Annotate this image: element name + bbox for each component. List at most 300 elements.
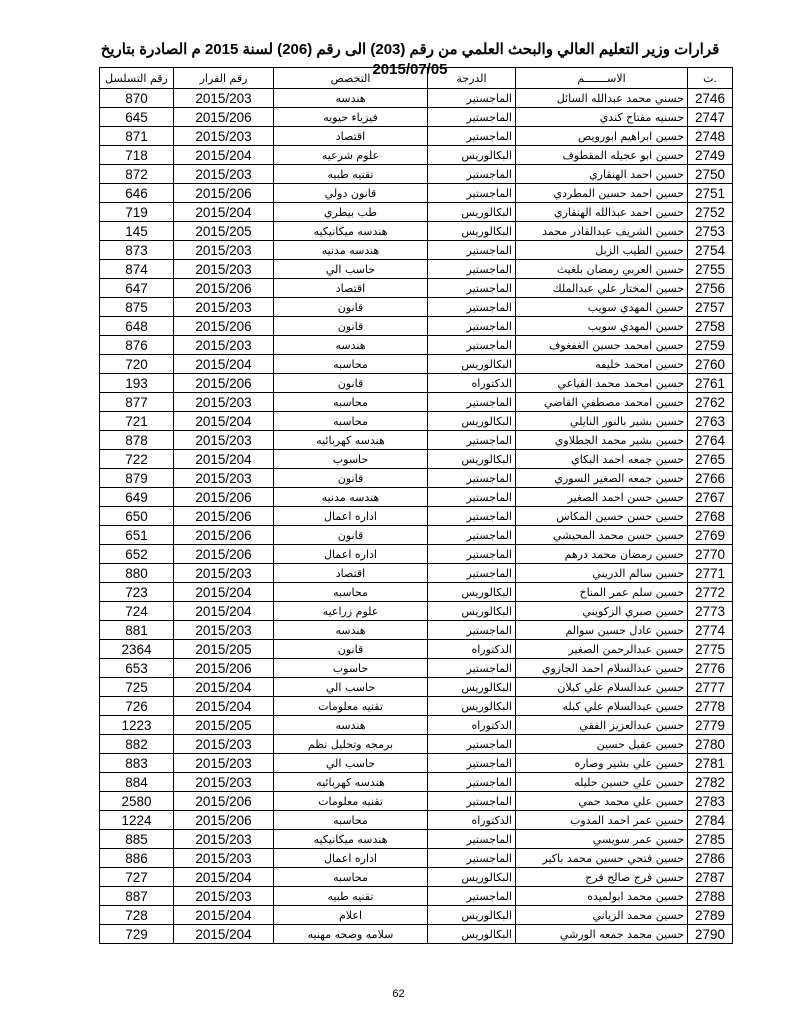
table-row (100, 773, 733, 792)
degree-cell: الماجستير (428, 127, 516, 146)
row-number-cell: 2755 (688, 260, 733, 279)
table-row (100, 735, 733, 754)
row-number-cell: 2764 (688, 431, 733, 450)
degree-cell: الماجستير (428, 507, 516, 526)
specialty-cell: قانون (274, 469, 428, 488)
degree-cell: البكالوريس (428, 697, 516, 716)
serial-cell: 887 (100, 887, 174, 906)
serial-cell: 886 (100, 849, 174, 868)
specialty-cell: علوم زراعيه (274, 602, 428, 621)
specialty-cell: حاسوب (274, 659, 428, 678)
serial-cell: 645 (100, 108, 174, 127)
specialty-cell: علوم شرعيه (274, 146, 428, 165)
specialty-cell: طب بيطري (274, 203, 428, 222)
degree-cell: البكالوريس (428, 355, 516, 374)
serial-cell: 877 (100, 393, 174, 412)
name-cell: حسين محمد ابولميده (516, 887, 688, 906)
name-cell: حسين الطيب الزبل (516, 241, 688, 260)
row-number-cell: 2782 (688, 773, 733, 792)
row-number-cell: 2784 (688, 811, 733, 830)
serial-cell: 723 (100, 583, 174, 602)
table-row (100, 469, 733, 488)
serial-cell: 718 (100, 146, 174, 165)
name-cell: حسين فتحي حسين محمد باكير (516, 849, 688, 868)
decision-cell: 2015/203 (174, 89, 274, 108)
degree-cell: الماجستير (428, 621, 516, 640)
decision-cell: 2015/206 (174, 507, 274, 526)
decision-cell: 2015/203 (174, 260, 274, 279)
row-number-cell: 2767 (688, 488, 733, 507)
table-row (100, 165, 733, 184)
degree-cell: البكالوريس (428, 602, 516, 621)
table-row (100, 279, 733, 298)
decision-cell: 2015/204 (174, 868, 274, 887)
degree-cell: الماجستير (428, 792, 516, 811)
table-row (100, 868, 733, 887)
name-cell: حسين امحمد محمد القياعي (516, 374, 688, 393)
degree-cell: الماجستير (428, 184, 516, 203)
decision-cell: 2015/206 (174, 279, 274, 298)
table-row (100, 127, 733, 146)
header-no: ت. (688, 68, 733, 89)
decision-cell: 2015/206 (174, 184, 274, 203)
specialty-cell: قانون (274, 526, 428, 545)
specialty-cell: هندسه كهربائيه (274, 431, 428, 450)
specialty-cell: محاسبه (274, 811, 428, 830)
serial-cell: 1223 (100, 716, 174, 735)
specialty-cell: تقنيه طبيه (274, 887, 428, 906)
degree-cell: الماجستير (428, 545, 516, 564)
table-row (100, 887, 733, 906)
serial-cell: 729 (100, 925, 174, 944)
row-number-cell: 2746 (688, 89, 733, 108)
specialty-cell: سلامه وصحه مهنيه (274, 925, 428, 944)
name-cell: حسني محمد عبدالله السائل (516, 89, 688, 108)
name-cell: حسين علي بشير وصاره (516, 754, 688, 773)
table-row (100, 393, 733, 412)
table-row (100, 222, 733, 241)
name-cell: حسين العربي رمضان بلغيث (516, 260, 688, 279)
degree-cell: البكالوريس (428, 146, 516, 165)
specialty-cell: هندسه ميكانيكيه (274, 830, 428, 849)
serial-cell: 647 (100, 279, 174, 298)
row-number-cell: 2748 (688, 127, 733, 146)
degree-cell: الماجستير (428, 317, 516, 336)
table-row (100, 317, 733, 336)
row-number-cell: 2759 (688, 336, 733, 355)
row-number-cell: 2783 (688, 792, 733, 811)
row-number-cell: 2760 (688, 355, 733, 374)
serial-cell: 650 (100, 507, 174, 526)
specialty-cell: حاسب الي (274, 260, 428, 279)
degree-cell: الماجستير (428, 431, 516, 450)
name-cell: حسين عبدالعزيز الفقي (516, 716, 688, 735)
degree-cell: الماجستير (428, 279, 516, 298)
table-row (100, 89, 733, 108)
name-cell: حسين احمد حسين المطردي (516, 184, 688, 203)
row-number-cell: 2774 (688, 621, 733, 640)
decision-cell: 2015/206 (174, 545, 274, 564)
serial-cell: 874 (100, 260, 174, 279)
name-cell: حسين عقيل حسين (516, 735, 688, 754)
degree-cell: البكالوريس (428, 868, 516, 887)
specialty-cell: محاسبه (274, 393, 428, 412)
name-cell: حسين صبري الزكويني (516, 602, 688, 621)
decision-cell: 2015/204 (174, 906, 274, 925)
table-row (100, 754, 733, 773)
header-decision: رقم القرار (174, 68, 274, 89)
name-cell: حسين امحمد خليفه (516, 355, 688, 374)
row-number-cell: 2758 (688, 317, 733, 336)
name-cell: حسين احمد عبدالله الهنقاري (516, 203, 688, 222)
decision-cell: 2015/203 (174, 830, 274, 849)
row-number-cell: 2761 (688, 374, 733, 393)
row-number-cell: 2781 (688, 754, 733, 773)
decision-cell: 2015/204 (174, 697, 274, 716)
table-row (100, 203, 733, 222)
serial-cell: 2364 (100, 640, 174, 659)
specialty-cell: قانون (274, 640, 428, 659)
decision-cell: 2015/203 (174, 621, 274, 640)
name-cell: حسين حسن محمد المحيشي (516, 526, 688, 545)
specialty-cell: برمجه وتحليل نظم (274, 735, 428, 754)
decision-cell: 2015/206 (174, 659, 274, 678)
decision-cell: 2015/203 (174, 735, 274, 754)
row-number-cell: 2747 (688, 108, 733, 127)
decision-cell: 2015/206 (174, 488, 274, 507)
row-number-cell: 2753 (688, 222, 733, 241)
degree-cell: الماجستير (428, 659, 516, 678)
name-cell: حسين عبدالسلام علي كبله (516, 697, 688, 716)
degree-cell: البكالوريس (428, 678, 516, 697)
serial-cell: 876 (100, 336, 174, 355)
name-cell: حسين المهدي سويب (516, 298, 688, 317)
specialty-cell: هندسه مدنيه (274, 488, 428, 507)
specialty-cell: قانون (274, 317, 428, 336)
name-cell: حسين بشير محمد الجطلاوي (516, 431, 688, 450)
table-row (100, 545, 733, 564)
serial-cell: 648 (100, 317, 174, 336)
name-cell: حسين ابو عجيله المقطوف (516, 146, 688, 165)
specialty-cell: محاسبه (274, 583, 428, 602)
serial-cell: 651 (100, 526, 174, 545)
degree-cell: الماجستير (428, 165, 516, 184)
table-row (100, 526, 733, 545)
table-row (100, 108, 733, 127)
name-cell: حسين علي محمد حمي (516, 792, 688, 811)
header-specialty: التخصص (274, 68, 428, 89)
serial-cell: 719 (100, 203, 174, 222)
table-row (100, 241, 733, 260)
decision-cell: 2015/204 (174, 678, 274, 697)
table-row (100, 849, 733, 868)
decision-cell: 2015/203 (174, 393, 274, 412)
table-row (100, 298, 733, 317)
degree-cell: البكالوريس (428, 222, 516, 241)
row-number-cell: 2766 (688, 469, 733, 488)
decision-cell: 2015/204 (174, 925, 274, 944)
specialty-cell: هندسه كهربائيه (274, 773, 428, 792)
row-number-cell: 2765 (688, 450, 733, 469)
name-cell: حسين الشريف عبدالقادر محمد (516, 222, 688, 241)
decision-cell: 2015/203 (174, 165, 274, 184)
degree-cell: الماجستير (428, 260, 516, 279)
decision-cell: 2015/203 (174, 431, 274, 450)
table-row (100, 412, 733, 431)
serial-cell: 870 (100, 89, 174, 108)
name-cell: حسين محمد جمعه الورشي (516, 925, 688, 944)
specialty-cell: هندسه (274, 336, 428, 355)
degree-cell: البكالوريس (428, 583, 516, 602)
decision-cell: 2015/203 (174, 469, 274, 488)
table-row (100, 507, 733, 526)
serial-cell: 725 (100, 678, 174, 697)
degree-cell: الماجستير (428, 830, 516, 849)
name-cell: حسين فرج صالح فرج (516, 868, 688, 887)
row-number-cell: 2768 (688, 507, 733, 526)
degree-cell: الماجستير (428, 526, 516, 545)
name-cell: حسين عمر احمد المدوب (516, 811, 688, 830)
specialty-cell: هندسه ميكانيكيه (274, 222, 428, 241)
decision-cell: 2015/206 (174, 811, 274, 830)
row-number-cell: 2775 (688, 640, 733, 659)
decision-cell: 2015/205 (174, 222, 274, 241)
serial-cell: 884 (100, 773, 174, 792)
degree-cell: الماجستير (428, 469, 516, 488)
degree-cell: الماجستير (428, 754, 516, 773)
decision-cell: 2015/206 (174, 317, 274, 336)
specialty-cell: حاسوب (274, 450, 428, 469)
specialty-cell: محاسبه (274, 355, 428, 374)
row-number-cell: 2771 (688, 564, 733, 583)
name-cell: حسين عبدالسلام احمد الجازوي (516, 659, 688, 678)
serial-cell: 880 (100, 564, 174, 583)
row-number-cell: 2752 (688, 203, 733, 222)
table-row (100, 925, 733, 944)
name-cell: حسنيه مفتاح كندي (516, 108, 688, 127)
row-number-cell: 2757 (688, 298, 733, 317)
specialty-cell: قانون (274, 374, 428, 393)
degree-cell: الماجستير (428, 849, 516, 868)
name-cell: حسين محمد الزياني (516, 906, 688, 925)
table-row (100, 659, 733, 678)
table-row (100, 906, 733, 925)
decision-cell: 2015/204 (174, 412, 274, 431)
table-row (100, 830, 733, 849)
specialty-cell: قانون دولي (274, 184, 428, 203)
table-row (100, 184, 733, 203)
specialty-cell: اقتصاد (274, 127, 428, 146)
decision-cell: 2015/206 (174, 374, 274, 393)
decision-cell: 2015/203 (174, 336, 274, 355)
degree-cell: الماجستير (428, 735, 516, 754)
row-number-cell: 2762 (688, 393, 733, 412)
page-title: قرارات وزير التعليم العالي والبحث العلمي من رقم (203) الى رقم (206) لسنة 2015 م الصادرة بتاريخ 2015/07/05 (100, 41, 720, 78)
serial-cell: 722 (100, 450, 174, 469)
specialty-cell: هندسه (274, 89, 428, 108)
specialty-cell: حاسب الي (274, 754, 428, 773)
decision-cell: 2015/203 (174, 773, 274, 792)
serial-cell: 145 (100, 222, 174, 241)
serial-cell: 646 (100, 184, 174, 203)
serial-cell: 873 (100, 241, 174, 260)
degree-cell: الماجستير (428, 887, 516, 906)
row-number-cell: 2769 (688, 526, 733, 545)
serial-cell: 726 (100, 697, 174, 716)
table-row (100, 260, 733, 279)
name-cell: حسين عبدالسلام علي كبلان (516, 678, 688, 697)
degree-cell: الماجستير (428, 393, 516, 412)
decision-cell: 2015/205 (174, 640, 274, 659)
name-cell: حسين حسن حسين المكاس (516, 507, 688, 526)
specialty-cell: قانون (274, 298, 428, 317)
name-cell: حسين امحمد مصطفي القاضي (516, 393, 688, 412)
decision-cell: 2015/203 (174, 127, 274, 146)
specialty-cell: هندسه (274, 621, 428, 640)
name-cell: حسين جمعه الصغير السوري (516, 469, 688, 488)
degree-cell: الدكتوراه (428, 811, 516, 830)
specialty-cell: اداره اعمال (274, 849, 428, 868)
degree-cell: الماجستير (428, 773, 516, 792)
name-cell: حسين عبدالرحمن الصغير (516, 640, 688, 659)
specialty-cell: اداره اعمال (274, 545, 428, 564)
name-cell: حسين ابراهيم ابورويص (516, 127, 688, 146)
specialty-cell: اداره اعمال (274, 507, 428, 526)
serial-cell: 878 (100, 431, 174, 450)
decision-cell: 2015/203 (174, 564, 274, 583)
name-cell: حسين رمضان محمد درهم (516, 545, 688, 564)
row-number-cell: 2763 (688, 412, 733, 431)
name-cell: حسين احمد الهنقاري (516, 165, 688, 184)
decision-cell: 2015/204 (174, 583, 274, 602)
header-serial: رقم التسلسل (100, 68, 174, 89)
degree-cell: الماجستير (428, 298, 516, 317)
name-cell: حسين سلم عمر المناخ (516, 583, 688, 602)
specialty-cell: اعلام (274, 906, 428, 925)
table-row (100, 602, 733, 621)
decision-cell: 2015/203 (174, 887, 274, 906)
specialty-cell: فيزياء حيويه (274, 108, 428, 127)
specialty-cell: هندسه مدنيه (274, 241, 428, 260)
degree-cell: البكالوريس (428, 412, 516, 431)
row-number-cell: 2778 (688, 697, 733, 716)
row-number-cell: 2751 (688, 184, 733, 203)
table-row (100, 431, 733, 450)
degree-cell: البكالوريس (428, 203, 516, 222)
row-number-cell: 2754 (688, 241, 733, 260)
row-number-cell: 2779 (688, 716, 733, 735)
page-number: 62 (392, 988, 405, 1000)
serial-cell: 885 (100, 830, 174, 849)
specialty-cell: هندسه (274, 716, 428, 735)
degree-cell: الماجستير (428, 108, 516, 127)
serial-cell: 727 (100, 868, 174, 887)
decision-cell: 2015/206 (174, 792, 274, 811)
serial-cell: 871 (100, 127, 174, 146)
serial-cell: 881 (100, 621, 174, 640)
decision-cell: 2015/204 (174, 355, 274, 374)
degree-cell: الدكتوراه (428, 374, 516, 393)
decisions-table (99, 67, 733, 944)
row-number-cell: 2776 (688, 659, 733, 678)
decision-cell: 2015/203 (174, 754, 274, 773)
row-number-cell: 2785 (688, 830, 733, 849)
table-row (100, 488, 733, 507)
row-number-cell: 2773 (688, 602, 733, 621)
degree-cell: الماجستير (428, 89, 516, 108)
table-row (100, 355, 733, 374)
row-number-cell: 2790 (688, 925, 733, 944)
decision-cell: 2015/205 (174, 716, 274, 735)
serial-cell: 728 (100, 906, 174, 925)
decision-cell: 2015/204 (174, 602, 274, 621)
decision-cell: 2015/203 (174, 241, 274, 260)
specialty-cell: اقتصاد (274, 279, 428, 298)
serial-cell: 653 (100, 659, 174, 678)
serial-cell: 875 (100, 298, 174, 317)
serial-cell: 193 (100, 374, 174, 393)
row-number-cell: 2786 (688, 849, 733, 868)
row-number-cell: 2770 (688, 545, 733, 564)
table-row (100, 146, 733, 165)
row-number-cell: 2749 (688, 146, 733, 165)
serial-cell: 721 (100, 412, 174, 431)
table-row (100, 450, 733, 469)
table-row (100, 583, 733, 602)
name-cell: حسين علي حسين حليله (516, 773, 688, 792)
specialty-cell: اقتصاد (274, 564, 428, 583)
specialty-cell: تقنيه معلومات (274, 697, 428, 716)
specialty-cell: محاسبه (274, 412, 428, 431)
name-cell: حسين المختار علي عبدالملك (516, 279, 688, 298)
name-cell: حسين المهدي سويب (516, 317, 688, 336)
row-number-cell: 2788 (688, 887, 733, 906)
header-degree: الدرجة (428, 68, 516, 89)
serial-cell: 652 (100, 545, 174, 564)
decision-cell: 2015/204 (174, 450, 274, 469)
serial-cell: 724 (100, 602, 174, 621)
degree-cell: الماجستير (428, 488, 516, 507)
table-row (100, 792, 733, 811)
table-row (100, 336, 733, 355)
table-row (100, 697, 733, 716)
degree-cell: البكالوريس (428, 450, 516, 469)
name-cell: حسين بشير بالنور النايلي (516, 412, 688, 431)
degree-cell: الماجستير (428, 241, 516, 260)
name-cell: حسين جمعه احمد البكاي (516, 450, 688, 469)
row-number-cell: 2789 (688, 906, 733, 925)
serial-cell: 883 (100, 754, 174, 773)
decision-cell: 2015/206 (174, 108, 274, 127)
name-cell: حسين سالم الدريني (516, 564, 688, 583)
decision-cell: 2015/204 (174, 146, 274, 165)
row-number-cell: 2772 (688, 583, 733, 602)
serial-cell: 649 (100, 488, 174, 507)
degree-cell: البكالوريس (428, 906, 516, 925)
row-number-cell: 2777 (688, 678, 733, 697)
serial-cell: 872 (100, 165, 174, 184)
table-row (100, 811, 733, 830)
name-cell: حسين امحمد حسين الغفغوف (516, 336, 688, 355)
specialty-cell: تقنيه طبيه (274, 165, 428, 184)
row-number-cell: 2787 (688, 868, 733, 887)
table-row (100, 678, 733, 697)
table-row (100, 716, 733, 735)
specialty-cell: محاسبه (274, 868, 428, 887)
degree-cell: الماجستير (428, 336, 516, 355)
specialty-cell: تقنيه معلومات (274, 792, 428, 811)
degree-cell: الدكتوراه (428, 716, 516, 735)
